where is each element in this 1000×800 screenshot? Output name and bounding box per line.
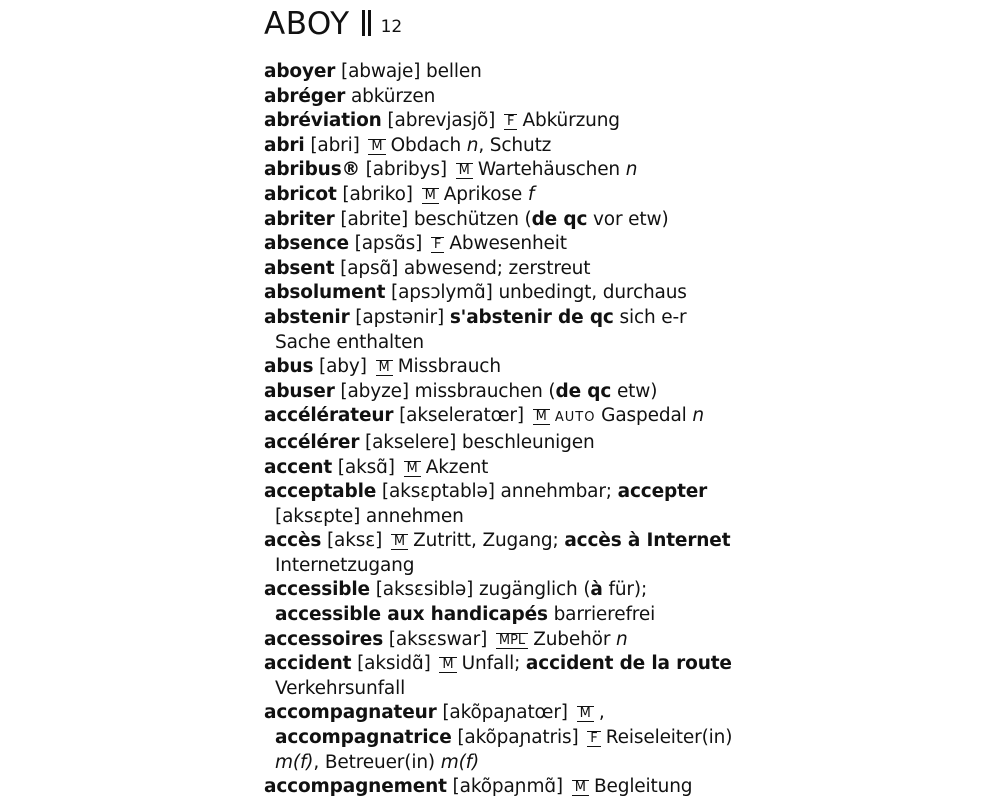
entry-list <box>264 60 739 800</box>
entry-text: Abkürzung <box>522 110 620 132</box>
headword: accent <box>264 456 333 478</box>
page-number: 12 <box>380 17 403 37</box>
entry-text: , <box>598 702 605 724</box>
entry-text: [aksɑ̃] <box>332 456 401 478</box>
dictionary-entry <box>264 232 739 257</box>
dictionary-entry <box>264 257 739 282</box>
headword: abri <box>264 134 305 156</box>
headword: acceptable <box>264 481 377 503</box>
headword: aboyer <box>264 61 336 82</box>
entry-text: [aksidɑ̃] <box>351 653 437 675</box>
headword: abréviation <box>264 110 382 132</box>
gender-label: F <box>431 237 444 253</box>
dictionary-entry <box>264 208 739 233</box>
entry-text: [apstənir] <box>349 306 450 328</box>
entry-text: [aksɛswar] <box>383 628 493 650</box>
headword: absent <box>264 257 335 279</box>
dictionary-entry <box>264 404 739 431</box>
entry-text: Gaspedal <box>595 405 693 427</box>
gender-label: M <box>422 188 439 204</box>
entry-text: [akseleratœr] <box>393 405 530 427</box>
entry-text: Abwesenheit <box>449 233 567 255</box>
entry-text: [akõpaɲatris] <box>451 727 585 749</box>
entry-text: Missbrauch <box>397 356 501 378</box>
dictionary-entry <box>264 529 739 578</box>
dictionary-entry <box>264 456 739 481</box>
entry-text: [abyze] missbrauchen ( <box>334 380 556 402</box>
entry-text: [akselere] beschleunigen <box>359 431 595 453</box>
entry-text: Zubehör <box>533 628 617 650</box>
dictionary-entry <box>264 183 739 208</box>
italic-marker: n <box>625 159 638 181</box>
entry-text: Unfall; <box>461 653 526 675</box>
gender-label: M <box>577 706 594 722</box>
headword: accélérer <box>264 431 360 453</box>
bold-phrase: accident de la route <box>525 653 732 675</box>
headword: accélérateur <box>264 405 394 427</box>
headword: abréger <box>264 85 346 107</box>
headword: abribus® <box>264 159 360 181</box>
bold-phrase: accès à Internet <box>564 530 731 552</box>
entry-text: etw) <box>611 380 658 402</box>
entry-text: , Betreuer(in) <box>313 751 441 773</box>
entry-text: Reiseleiter(in) <box>605 727 733 749</box>
gender-label: F <box>504 114 517 130</box>
entry-text: Internetzugang <box>275 554 415 576</box>
entry-text: sich e-r Sache enthalten <box>275 306 687 353</box>
dictionary-entry <box>264 355 739 380</box>
entry-text: [akõpaɲatœr] <box>436 702 574 724</box>
gender-label: M <box>376 360 393 376</box>
entry-text: [abrite] beschützen ( <box>334 208 532 230</box>
headword: accessoires <box>264 628 384 650</box>
headword: abricot <box>264 183 337 205</box>
dictionary-entry <box>264 578 739 627</box>
italic-marker: f <box>527 183 535 205</box>
entry-text: , Schutz <box>478 134 552 156</box>
bold-phrase: de qc <box>531 208 588 230</box>
dictionary-entry <box>264 480 739 529</box>
gender-label: F <box>587 731 600 747</box>
entry-text: [abribys] <box>359 159 453 181</box>
headword: accident <box>264 653 352 675</box>
entry-text: [apsɑ̃] abwesend; zerstreut <box>334 257 591 279</box>
bold-phrase: accessible aux handicapés <box>275 604 548 626</box>
entry-text: barrierefrei <box>547 604 656 626</box>
entry-text: abkürzen <box>345 85 436 107</box>
entry-text: Zutritt, Zugang; <box>413 530 565 552</box>
gender-label: MPL <box>496 633 528 649</box>
entry-text: [aksɛ] <box>321 530 388 552</box>
headword: accompagnateur <box>264 702 437 724</box>
dictionary-entry <box>264 701 739 775</box>
entry-text: Wartehäuschen <box>477 159 626 181</box>
headword: accepter <box>617 481 708 503</box>
entry-text: [aby] <box>313 356 373 378</box>
italic-marker: m(f) <box>275 751 314 773</box>
italic-marker: m(f) <box>440 751 480 773</box>
header-guide-word: ABOY <box>264 6 350 42</box>
entry-text: [abriko] <box>336 183 419 205</box>
entry-text: Verkehrsunfall <box>275 677 406 699</box>
entry-text: [abrevjasjõ] <box>381 110 501 132</box>
entry-text: Begleitung <box>593 776 693 798</box>
gender-label: M <box>368 139 385 155</box>
dictionary-entry <box>264 109 739 134</box>
entry-text: [apsɔlymɑ̃] unbedingt, durchaus <box>385 282 687 304</box>
italic-marker: n <box>692 405 704 427</box>
dictionary-entry <box>264 134 739 159</box>
dictionary-entry <box>264 775 739 800</box>
headword: absolument <box>264 282 386 304</box>
dictionary-entry <box>264 85 739 110</box>
field-label: AUTO <box>554 410 596 426</box>
headword: accès <box>264 530 322 552</box>
dictionary-entry <box>264 306 739 355</box>
headword: accessible <box>264 579 370 601</box>
entry-text: [aksɛpte] annehmen <box>275 505 464 527</box>
gender-label: M <box>533 409 550 425</box>
entry-text: [abwaje] bellen <box>335 61 482 82</box>
dictionary-entry <box>264 158 739 183</box>
gender-label: M <box>572 780 589 796</box>
entry-text: Akzent <box>425 456 489 478</box>
headword: abriter <box>264 208 335 230</box>
gender-label: M <box>456 163 473 179</box>
bold-phrase: à <box>590 579 603 601</box>
headword: abstenir <box>264 306 350 328</box>
entry-text: [abri] <box>304 134 366 156</box>
entry-text: vor etw) <box>587 208 669 230</box>
dictionary-entry <box>264 380 739 405</box>
gender-label: M <box>404 461 421 477</box>
italic-marker: n <box>616 628 628 650</box>
headword: accompagnatrice <box>275 727 452 749</box>
entry-text: Obdach <box>390 134 467 156</box>
dictionary-entry <box>264 652 739 701</box>
entry-text: [aksɛsiblə] zugänglich ( <box>369 579 591 601</box>
page-header <box>264 6 402 42</box>
entry-text: für); <box>602 579 648 601</box>
entry-text: [apsɑ̃s] <box>348 233 428 255</box>
headword: abus <box>264 356 314 378</box>
entry-text: [akõpaɲmɑ̃] <box>446 776 569 798</box>
headword: abuser <box>264 380 335 402</box>
entry-text: Aprikose <box>443 183 528 205</box>
bold-phrase: de qc <box>555 380 612 402</box>
entry-text: [aksɛptablə] annehmbar; <box>376 481 618 503</box>
italic-marker: n <box>466 134 479 156</box>
dictionary-entry <box>264 60 739 85</box>
gender-label: M <box>391 534 408 550</box>
dictionary-entry <box>264 281 739 306</box>
bold-phrase: s'abstenir de qc <box>449 306 614 328</box>
headword: absence <box>264 233 349 255</box>
dictionary-entry <box>264 628 739 653</box>
separator-icon <box>362 10 371 36</box>
gender-label: M <box>439 657 456 673</box>
headword: accompagnement <box>264 776 447 798</box>
dictionary-entry <box>264 431 739 456</box>
